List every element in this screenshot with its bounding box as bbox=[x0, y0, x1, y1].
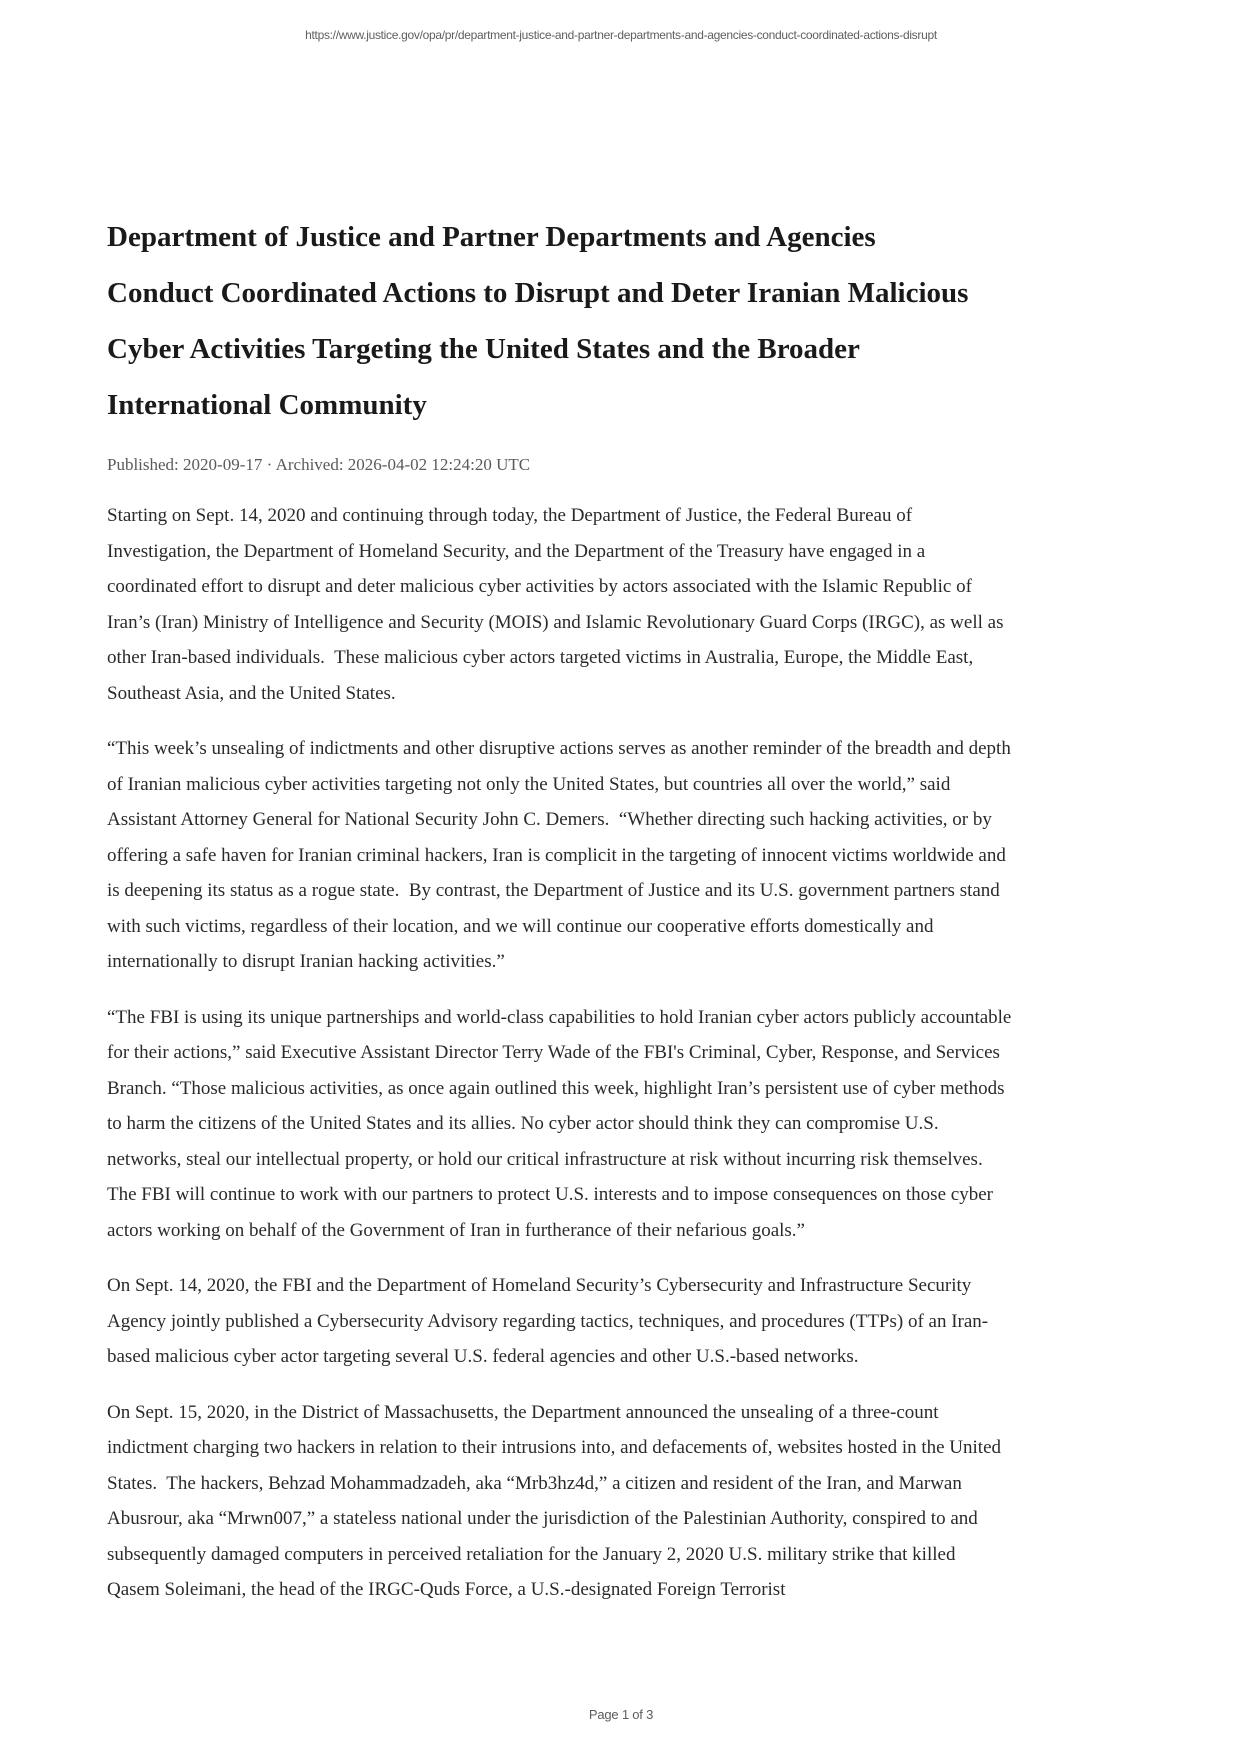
paragraph-wade-quote: “The FBI is using its unique partnerships and world-class capabilities to hold Iranian cyber actors publicly accountable for their actions,” said Executive Assistant Director Terry Wade of the FBI's Criminal, Cyber, Response, and Services Branch. “Those malicious activities, as once again outlined this week, highlight Iran’s persistent use of cyber methods to harm the citizens of the United States and its allies. No cyber actor should think they can compromise U.S. networks, steal our intellectual property, or hold our critical infrastructure at risk without incurring risk themselves. The FBI will continue to work with our partners to protect U.S. interests and to impose consequences on those cyber actors working on behalf of the Government of Iran in furtherance of their nefarious goals.” bbox=[107, 1006, 1017, 1241]
print-footer bbox=[0, 1706, 1242, 1724]
source-url: https://www.justice.gov/opa/pr/department-justice-and-partner-departments-and-agencies-conduct-coordinated-actions-disrupt bbox=[305, 28, 937, 42]
page-title: Department of Justice and Partner Departments and Agencies Conduct Coordinated Actions to Disrupt and Deter Iranian Malicious Cyber Activities Targeting the United States and the Broader International Community bbox=[107, 221, 969, 421]
paragraph-advisory: On Sept. 14, 2020, the FBI and the Department of Homeland Security’s Cybersecurity and Infrastructure Security Agency jointly published a Cybersecurity Advisory regarding tactics, techniques, and procedures (TTPs) of an Iran-based malicious cyber actor targeting several U.S. federal agencies and other U.S.-based networks. bbox=[107, 1275, 989, 1367]
article bbox=[107, 0, 1017, 1628]
page-number: Page 1 of 3 bbox=[588, 1707, 654, 1722]
paragraph-indictment: On Sept. 15, 2020, in the District of Massachusetts, the Department announced the unsealing of a three-count indictment charging two hackers in relation to their intrusions into, and defacements of, websites hosted in the United States. The hackers, Behzad Mohammadzadeh, aka “Mrb3hz4d,” a citizen and resident of the Iran, and Marwan Abusrour, aka “Mrwn007,” a stateless national under the jurisdiction of the Palestinian Authority, conspired to and subsequently damaged computers in perceived retaliation for the January 2, 2020 U.S. military strike that killed Qasem Soleimani, the head of the IRGC-Quds Force, a U.S.-designated Foreign Terrorist bbox=[107, 1401, 1006, 1600]
paragraph-intro: Starting on Sept. 14, 2020 and continuing through today, the Department of Justice, the Federal Bureau of Investigation, the Department of Homeland Security, and the Department of the Treasury have engaged in a coordinated effort to disrupt and deter malicious cyber activities by actors associated with the Islamic Republic of Iran’s (Iran) Ministry of Intelligence and Security (MOIS) and Islamic Revolutionary Guard Corps (IRGC), as well as other Iran-based individuals. These malicious cyber actors targeted victims in Australia, Europe, the Middle East, Southeast Asia, and the United States. bbox=[107, 505, 1009, 704]
published-archived-meta: Published: 2020-09-17 · Archived: 2026-04-02 12:24:20 UTC bbox=[107, 455, 531, 474]
paragraph-demers-quote: “This week’s unsealing of indictments and other disruptive actions serves as another reminder of the breadth and depth of Iranian malicious cyber activities targeting not only the United States, but countries all over the world,” said Assistant Attorney General for National Security John C. Demers. “Whether directing such hacking activities, or by offering a safe haven for Iranian criminal hackers, Iran is complicit in the targeting of innocent victims worldwide and is deepening its status as a rogue state. By contrast, the Department of Justice and its U.S. government partners stand with such victims, regardless of their location, and we will continue our cooperative efforts domestically and internationally to disrupt Iranian hacking activities.” bbox=[107, 738, 1016, 972]
article-body bbox=[107, 498, 1017, 1608]
